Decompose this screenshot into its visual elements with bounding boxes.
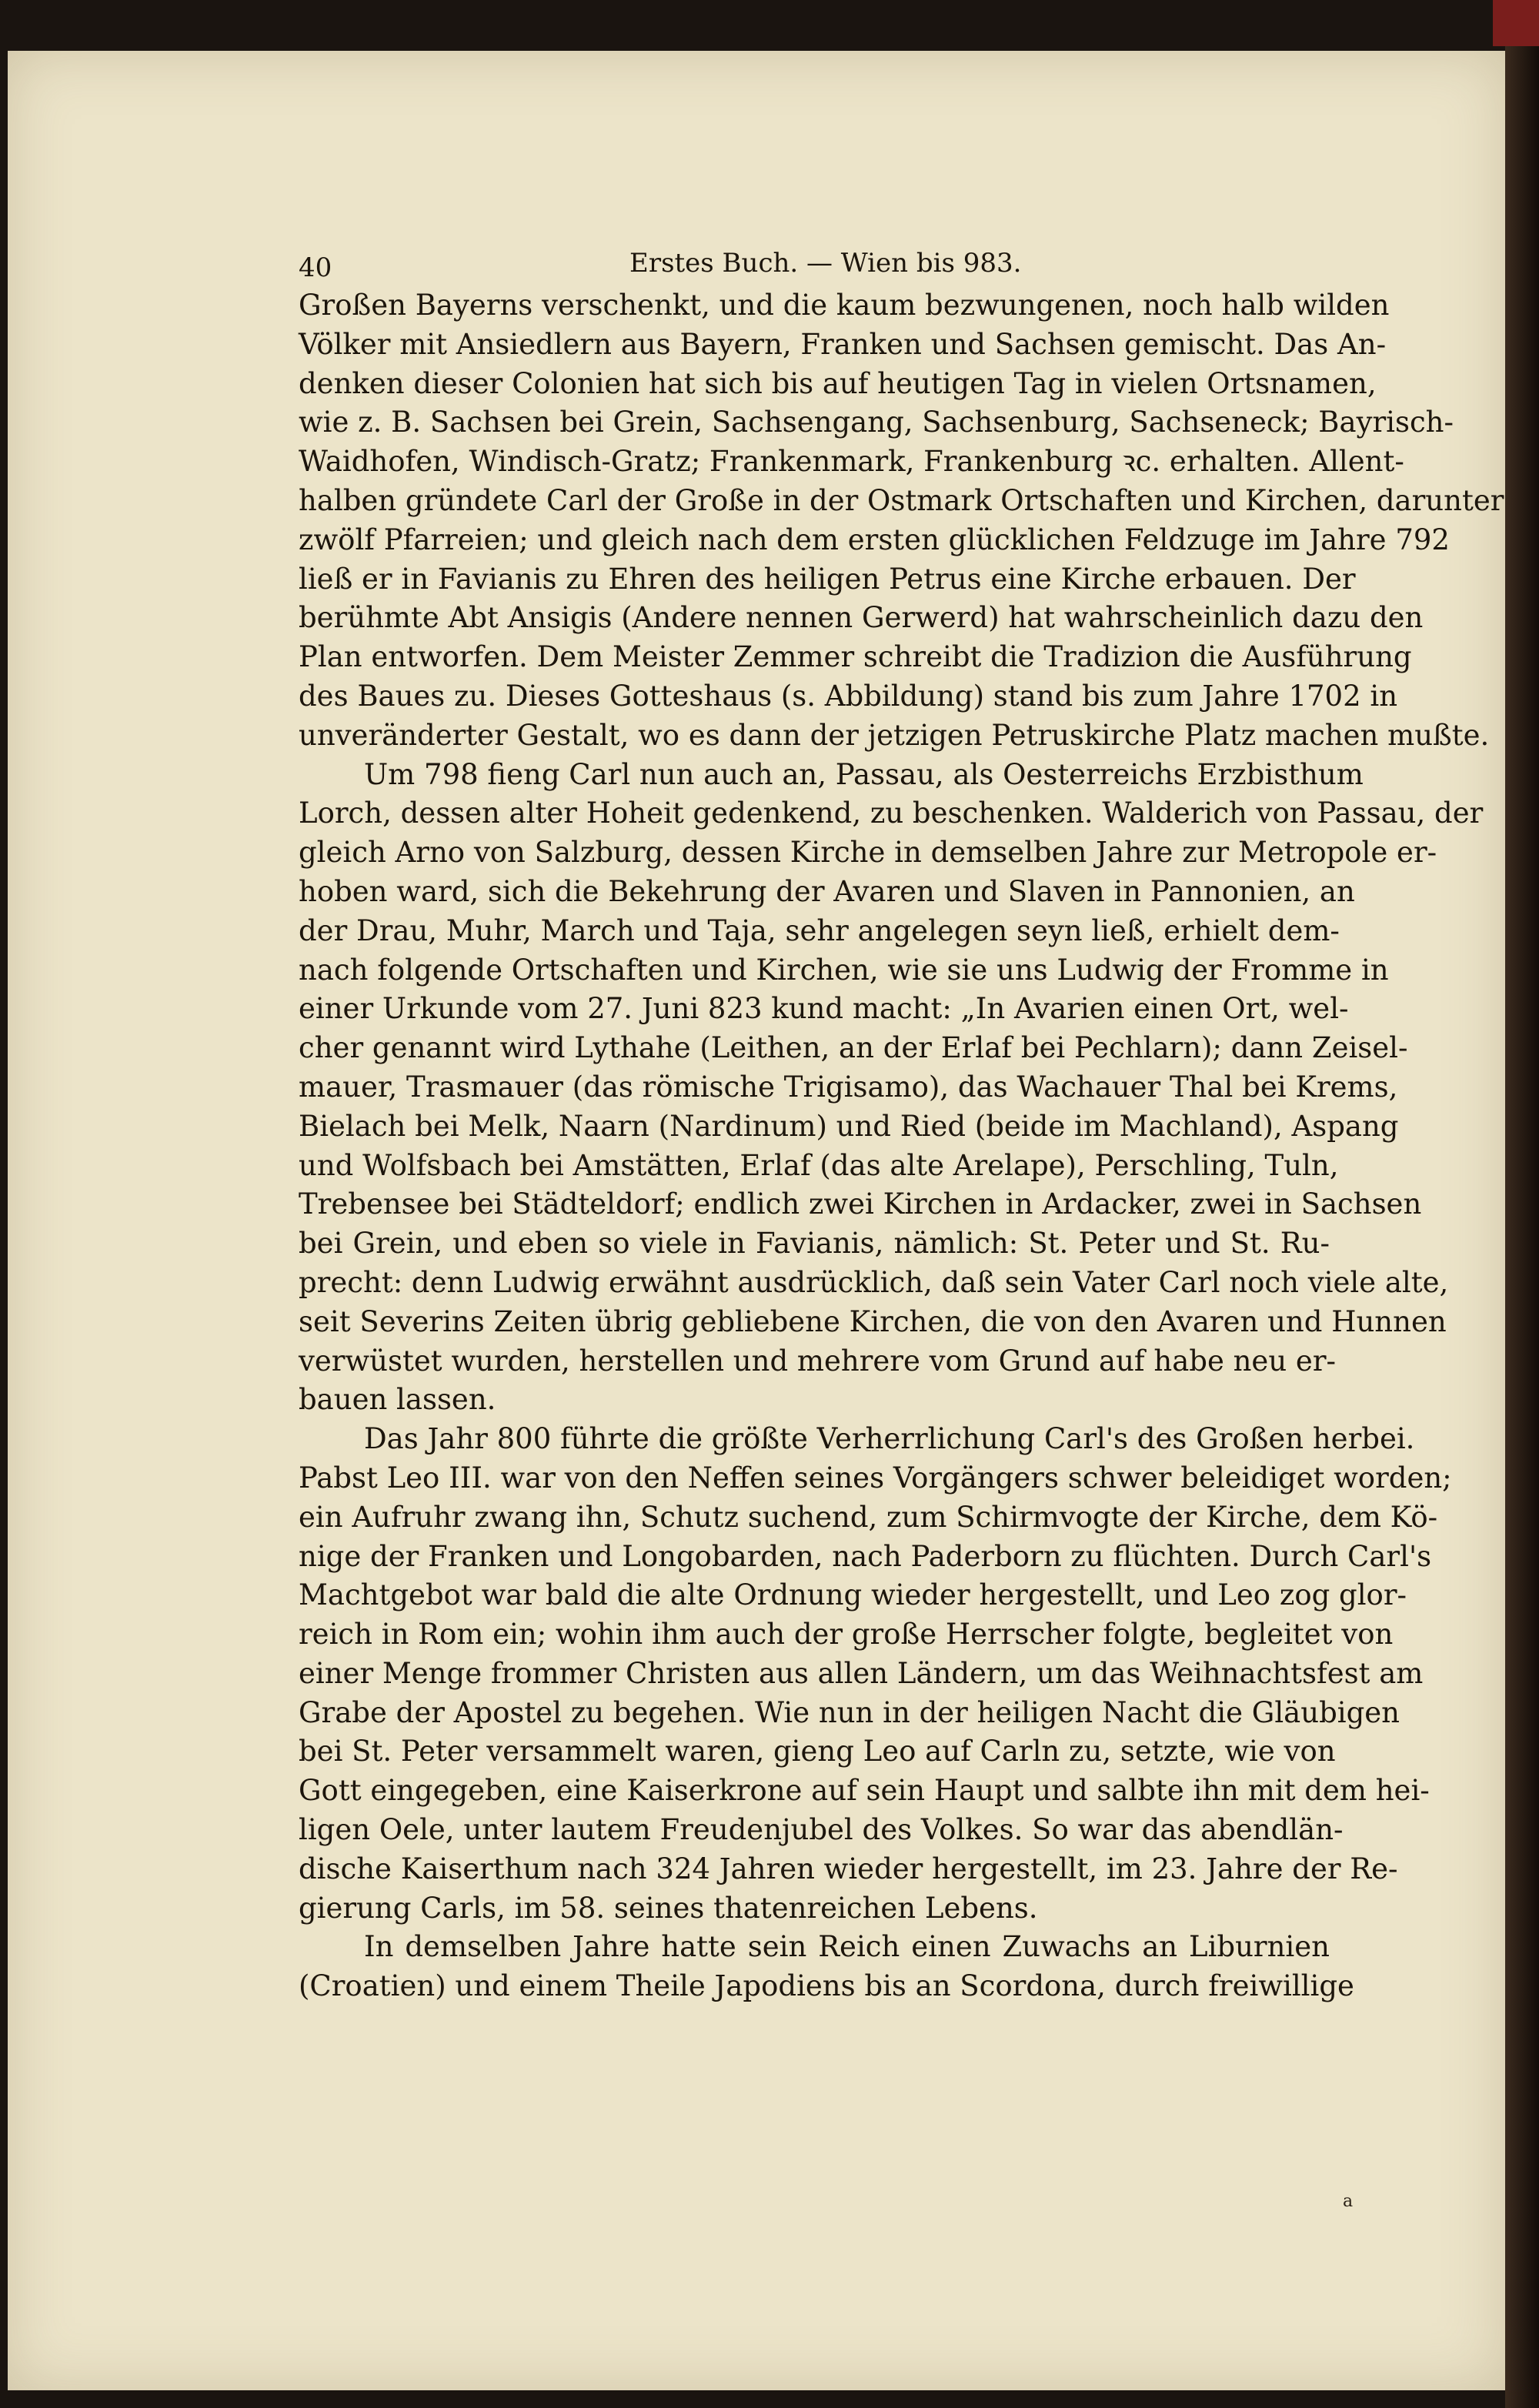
- text-line: reich in Rom ein; wohin ihm auch der große Herrscher folgte, begleitet von: [299, 1618, 1394, 1652]
- text-line: bei St. Peter versammelt waren, gieng Leo auf Carln zu, setzte, wie von: [299, 1735, 1336, 1768]
- text-line: nach folgende Ortschaften und Kirchen, wie sie uns Ludwig der Fromme in: [299, 953, 1389, 987]
- footer-mark: a: [1343, 2192, 1354, 2211]
- text-line: precht: denn Ludwig erwähnt ausdrücklich, daß sein Vater Carl noch viele alte,: [299, 1265, 1449, 1299]
- page-number: 40: [299, 252, 332, 283]
- book-spine: [1505, 0, 1539, 2408]
- text-line: verwüstet wurden, herstellen und mehrere vom Grund auf habe neu er-: [299, 1344, 1337, 1378]
- text-line: unveränderter Gestalt, wo es dann der jetzigen Petruskirche Platz machen mußte.: [299, 718, 1490, 752]
- text-line: In demselben Jahre hatte sein Reich einen Zuwachs an Liburnien: [364, 1930, 1330, 1964]
- text-line: hoben ward, sich die Bekehrung der Avaren und Slaven in Pannonien, an: [299, 874, 1355, 908]
- text-line: Das Jahr 800 führte die größte Verherrlichung Carl's des Großen herbei.: [364, 1422, 1415, 1456]
- text-line: gierung Carls, im 58. seines thatenreichen Lebens.: [299, 1891, 1038, 1925]
- text-line: Großen Bayerns verschenkt, und die kaum bezwungenen, noch halb wilden: [299, 289, 1390, 322]
- text-line: Plan entworfen. Dem Meister Zemmer schreibt die Tradizion die Ausführung: [299, 640, 1412, 674]
- text-line: mauer, Trasmauer (das römische Trigisamo), das Wachauer Thal bei Krems,: [299, 1070, 1398, 1104]
- text-line: Trebensee bei Städteldorf; endlich zwei Kirchen in Ardacker, zwei in Sachsen: [299, 1187, 1422, 1221]
- text-line: halben gründete Carl der Große in der Ostmark Ortschaften und Kirchen, darunter: [299, 483, 1504, 517]
- text-line: des Baues zu. Dieses Gotteshaus (s. Abbildung) stand bis zum Jahre 1702 in: [299, 679, 1398, 713]
- text-line: seit Severins Zeiten übrig gebliebene Kirchen, die von den Avaren und Hunnen: [299, 1304, 1447, 1338]
- text-line: bei Grein, und eben so viele in Favianis, nämlich: St. Peter und St. Ru-: [299, 1227, 1330, 1261]
- text-line: berühmte Abt Ansigis (Andere nennen Gerwerd) hat wahrscheinlich dazu den: [299, 601, 1424, 635]
- text-line: Völker mit Ansiedlern aus Bayern, Franken und Sachsen gemischt. Das An-: [299, 327, 1387, 361]
- text-line: Lorch, dessen alter Hoheit gedenkend, zu beschenken. Walderich von Passau, der: [299, 797, 1484, 830]
- text-line: einer Urkunde vom 27. Juni 823 kund macht: „In Avarien einen Ort, wel-: [299, 992, 1349, 1026]
- page-header: [299, 245, 1330, 283]
- text-line: (Croatien) und einem Theile Japodiens bis an Scordona, durch freiwillige: [299, 1969, 1354, 2003]
- text-line: der Drau, Muhr, March und Taja, sehr angelegen seyn ließ, erhielt dem-: [299, 913, 1340, 947]
- text-line: und Wolfsbach bei Amstätten, Erlaf (das alte Arelape), Perschling, Tuln,: [299, 1148, 1339, 1182]
- text-line: Grabe der Apostel zu begehen. Wie nun in der heiligen Nacht die Gläubigen: [299, 1695, 1400, 1729]
- text-line: Machtgebot war bald die alte Ordnung wieder hergestellt, und Leo zog glor-: [299, 1578, 1407, 1612]
- text-line: Waidhofen, Windisch-Gratz; Frankenmark, Frankenburg ꝛc. erhalten. Allent-: [299, 445, 1404, 479]
- body-text: [299, 286, 1504, 2006]
- text-line: Pabst Leo III. war von den Neffen seines Vorgängers schwer beleidiget worden;: [299, 1461, 1452, 1495]
- running-head: Erstes Buch. — Wien bis 983.: [629, 248, 1022, 279]
- text-line: dische Kaiserthum nach 324 Jahren wieder hergestellt, im 23. Jahre der Re-: [299, 1852, 1398, 1885]
- text-line: einer Menge frommer Christen aus allen Ländern, um das Weihnachtsfest am: [299, 1656, 1424, 1690]
- text-line: wie z. B. Sachsen bei Grein, Sachsengang, Sachsenburg, Sachseneck; Bayrisch-: [299, 406, 1454, 439]
- text-line: Gott eingegeben, eine Kaiserkrone auf sein Haupt und salbte ihn mit dem hei-: [299, 1774, 1430, 1808]
- text-line: denken dieser Colonien hat sich bis auf heutigen Tag in vielen Ortsnamen,: [299, 366, 1377, 400]
- text-line: ligen Oele, unter lautem Freudenjubel des Volkes. So war das abendlän-: [299, 1813, 1344, 1847]
- text-line: gleich Arno von Salzburg, dessen Kirche in demselben Jahre zur Metropole er-: [299, 836, 1437, 870]
- text-line: ließ er in Favianis zu Ehren des heiligen Petrus eine Kirche erbauen. Der: [299, 562, 1356, 596]
- text-line: bauen lassen.: [299, 1383, 496, 1417]
- text-line: Um 798 fieng Carl nun auch an, Passau, als Oesterreichs Erzbisthum: [364, 757, 1364, 791]
- spine-ribbon: [1493, 0, 1539, 46]
- text-line: Bielach bei Melk, Naarn (Nardinum) und Ried (beide im Machland), Aspang: [299, 1109, 1399, 1143]
- text-line: zwölf Pfarreien; und gleich nach dem ersten glücklichen Feldzuge im Jahre 792: [299, 523, 1450, 556]
- text-line: cher genannt wird Lythahe (Leithen, an der Erlaf bei Pechlarn); dann Zeisel-: [299, 1031, 1408, 1065]
- text-line: ein Aufruhr zwang ihn, Schutz suchend, zum Schirmvogte der Kirche, dem Kö-: [299, 1500, 1438, 1534]
- text-line: nige der Franken und Longobarden, nach Paderborn zu flüchten. Durch Carl's: [299, 1539, 1432, 1573]
